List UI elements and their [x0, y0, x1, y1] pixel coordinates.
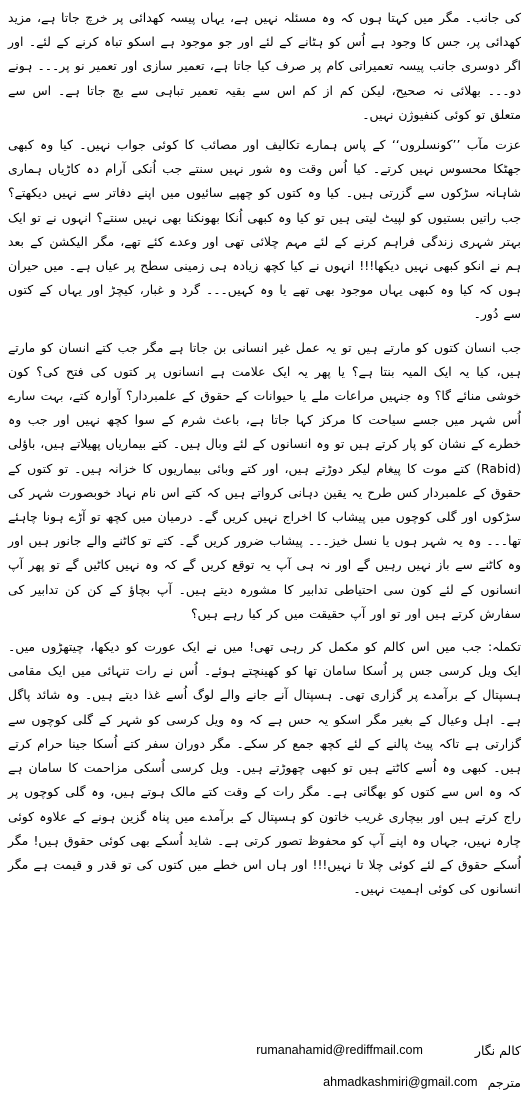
translator-label: مترجم — [487, 1074, 521, 1090]
translator-credit — [0, 1066, 529, 1098]
credits-block — [0, 1034, 529, 1098]
paragraph-councillors: عزت مآب ’’کونسلروں‘‘ کے پاس ہمارے تکالیف اور مصائب کا کوئی جواب نہیں۔ کیا وہ کبھی جھٹکا محسوس نہیں کرتے۔ کیا اُس وقت وہ شور نہیں سنتے جب اُنکی آرام دہ کاڑیاں ہماری شاہانہ سڑکوں سے گزرتی ہیں۔ کیا وہ کتوں کو چھپے سائیوں میں اپنے دفاتر سے نہیں دیکھتے؟ جب راتیں بستیوں کو لپیٹ لیتی ہیں تو کیا وہ کبھی اُنکا بھونکنا بھی نہیں سنتے؟ انہوں نے تو ایک بہتر شہری زندگی فراہم کرنے کے لئے مہم چلائی تھی اور وعدے کئے تھے، مگر الیکشن کے بعد ہم نے انکو کبھی نہیں دیکھا!!! انہوں نے کیا کچھ زیادہ ہی زمینی سطح پر عیاں ہے۔ میں حیران ہوں کہ کیا وہ کبھی یہاں موجود بھی تھے یا وہ کہیں۔۔۔ گرد و غبار، کیچڑ اور یہاں کے کتوں سے دُور۔ — [8, 137, 521, 322]
paragraph-postscript: تکملہ: جب میں اس کالم کو مکمل کر رہی تھی! میں نے ایک عورت کو دیکھا، چیتھڑوں میں۔ ایک ویل کرسی جس پر اُسکا سامان تھا کو کھینچتے ہوئے۔ اُس نے رات تنہائی میں ایک مقامی ہسپتال کے برآمدے پر گزاری تھی۔ ہسپتال آنے جانے والے لوگ اُسے غذا دیتے ہیں۔ وہ شائد پاگل ہے۔ اہل وعیال کے بغیر مگر اسکو یہ حس ہے کہ وہ ویل کرسی کو شہر کے گلی کوچوں سے گزارتی ہے تاکہ پیٹ پالنے کے لئے کچھ جمع کر سکے۔ مگر دوران سفر کتے اُسکا جینا حرام کرتے ہیں۔ کبھی وہ اُسے کاٹتے ہیں تو کبھی چھوڑتے ہیں۔ ویل کرسی اُسکی مزاحمت کا سامان ہے کہ وہ اس سے کتوں کو بھگاتی ہے۔ مگر رات کے وقت کتے مالک ہوتے ہیں، وہ گلی کوچوں پر راج کرتے ہیں اور بیچاری غریب خاتون کو ہسپتال کے برآمدے میں پناہ گزین ہونے کے علاوہ کوئی چارہ نہیں، جہاں وہ اپنے آپ کو محفوظ تصور کرتی ہے۔ شاید اُسکے بھی کوئی حقوق ہیں! مگر اُسکے حقوق کے لئے کوئی چلا تا نہیں!!! اور ہاں اس خطے میں کتوں کی تو قدر و قیمت ہے مگر انسانوں کی کوئی اہمیت نہیں۔ — [8, 639, 521, 897]
paragraph-dogs: جب انسان کتوں کو مارتے ہیں تو یہ عمل غیر انسانی بن جاتا ہے مگر جب کتے انسان کو مارتے ہیں، کیا یہ ایک المیہ بنتا ہے؟ یا پھر یہ ایک علامت ہے انسانوں پر کتوں کی فتح کی؟ کون خوشی منائے گا؟ وہ جنہیں مراعات ملے یا حیوانات کے حقوق کے علمبردار؟ آوارہ کتے، بہت سارے اُس شہر میں جسے سیاحت کا مرکز کہا جاتا ہے، باعث شرم کے سوا کچھ نہیں اور جب وہ خطرے کے نشان کو پار کرتے ہیں تو وہ انسانوں کے لئے وبال ہیں۔ کتے بیماریاں پھیلاتے ہیں، باؤلی (Rabid) کتے موت کا پیغام لیکر دوڑتے ہیں، اور کتے وبائی بیماریوں کا خزانہ ہیں۔ تو کتوں کے حقوق کے علمبردار کس طرح یہ یقین دہانی کرواتے ہیں کہ کتے اس نام نہاد خوبصورت شہر کی سڑکوں اور گلی کوچوں میں پیشاب کا اخراج نہیں کریں گے۔ درمیان میں کچھ تو آڑے ہونا چاہئے تھا۔۔۔ وہ یہ شہر ہوں یا نسل خیز۔۔۔ پیشاب ضرور کریں گے۔ کتے تو کاٹنے والے جانور ہیں اور وہ کاٹنے سے باز نہیں رہیں گے اور نہ ہی آپ یہ توقع کریں گے کہ وہ نہیں کاٹیں گے تو پھر آپ انسانوں کے لئے کون سی احتیاطی تدابیر کا مشورہ دیتے ہیں۔ آپ بچاؤ کے کن کن تدابیر کی سفارش کرتے ہیں اور تو اور آپ حقیقت میں کر کیا رہے ہیں؟ — [8, 339, 521, 621]
paragraph-opening: کی جانب۔ مگر میں کہتا ہوں کہ وہ مسئلہ نہیں ہے، یہاں پیسہ کھدائی پر خرچ جاتا ہے، مزید کھدائی پر، جس کا وجود ہے اُس کو ہٹانے کے لئے اور جو موجود ہے اسکو تباہ کرنے کے لئے۔ اور اگر دوسری جانب پیسہ تعمیراتی کام پر صرف کیا جاتا ہے، تعمیر سازی اور تعمیر نو پر۔۔۔ ہونے دو۔۔۔ بھلائی نہ صحیح، لیکن کم از کم اس سے بقیہ تعمیر تباہی سے بچ جاتا ہے۔ اس سے متعلق تو کوئی کنفیوژن نہیں۔ — [8, 10, 521, 122]
columnist-email[interactable]: rumanahamid@rediffmail.com — [256, 1043, 423, 1057]
translator-email[interactable]: ahmadkashmiri@gmail.com — [323, 1075, 478, 1089]
columnist-label: کالم نگار — [474, 1042, 521, 1058]
columnist-credit — [0, 1034, 529, 1066]
